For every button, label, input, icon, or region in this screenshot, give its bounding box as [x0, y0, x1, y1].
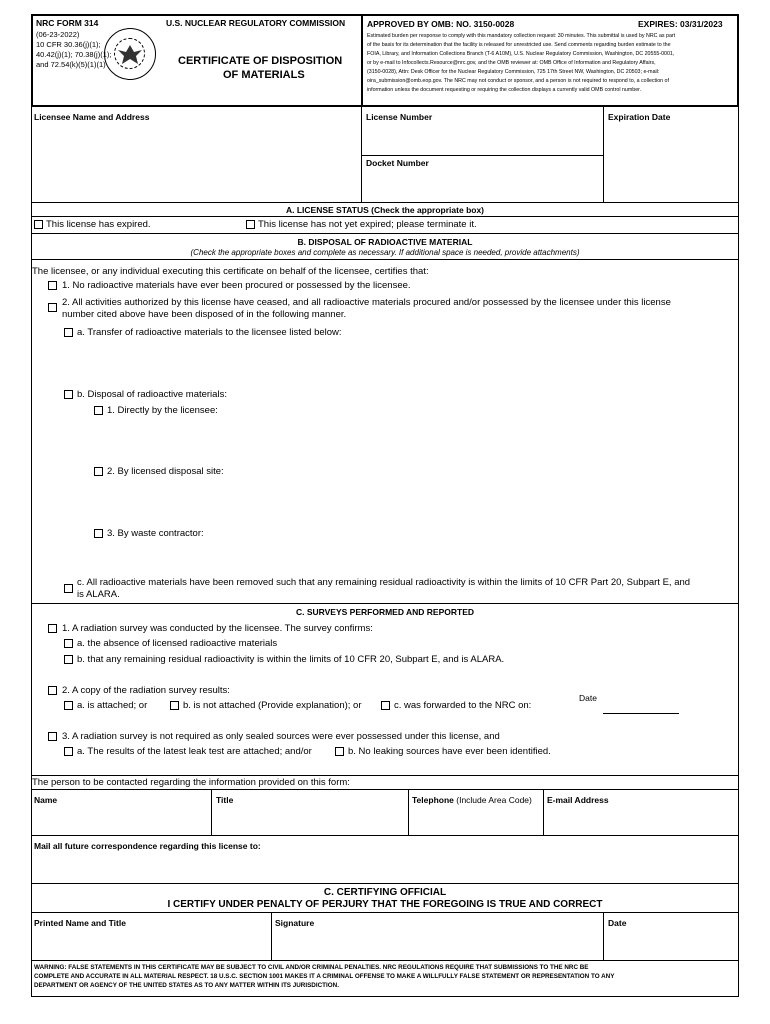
materials-removed-label-cont: is ALARA. [77, 589, 120, 600]
license-expired-label: This license has expired. [46, 219, 151, 230]
activities-ceased-checkbox[interactable] [48, 303, 57, 312]
survey-conducted-label: 1. A radiation survey was conducted by the licensee. The survey confirms: [62, 623, 373, 634]
materials-removed-checkbox[interactable] [64, 584, 73, 593]
transfer-label: a. Transfer of radioactive materials to the licensee listed below: [77, 327, 342, 338]
section-a-title: A. LICENSE STATUS (Check the appropriate box) [285, 205, 485, 215]
certify-date-field[interactable] [605, 930, 737, 958]
disposal-direct-checkbox[interactable] [94, 406, 103, 415]
signature-label: Signature [275, 918, 315, 928]
form-title: OF MATERIALS [223, 69, 305, 81]
cfr-line: 10 CFR 30.36(j)(1); [36, 40, 101, 49]
license-number-label: License Number [366, 112, 433, 122]
agency-name: U.S. NUCLEAR REGULATORY COMMISSION [166, 18, 346, 28]
disposal-direct-label: 1. Directly by the licensee: [107, 405, 218, 416]
survey-copy-label: 2. A copy of the radiation survey results: [62, 685, 230, 696]
certifying-title: C. CERTIFYING OFFICIAL [323, 887, 447, 898]
certification-intro: The licensee, or any individual executing this certificate on behalf of the licensee, certifies that: [32, 266, 429, 277]
contact-name-field[interactable] [33, 807, 209, 833]
form-number: NRC FORM 314 [36, 18, 99, 28]
leak-test-checkbox[interactable] [64, 747, 73, 756]
survey-not-attached-label: b. is not attached (Provide explanation); or [183, 700, 362, 711]
cfr-line: 40.42(j)(1); 70.38(j)(1); [36, 50, 112, 59]
form-title: CERTIFICATE OF DISPOSITION [178, 55, 343, 67]
expiration-date-field[interactable] [605, 124, 737, 200]
expiration-notice: EXPIRES: 03/31/2023 [638, 19, 723, 29]
residual-within-limits-checkbox[interactable] [64, 655, 73, 664]
section-b-subtitle: (Check the appropriate boxes and complete as necessary. If additional space is needed, provide attachments) [190, 248, 580, 257]
survey-forwarded-checkbox[interactable] [381, 701, 390, 710]
certify-date-label: Date [608, 918, 627, 928]
printed-name-field[interactable] [33, 930, 269, 958]
section-c-title: C. SURVEYS PERFORMED AND REPORTED [295, 607, 475, 617]
no-materials-checkbox[interactable] [48, 281, 57, 290]
no-leaking-sources-checkbox[interactable] [335, 747, 344, 756]
disposal-site-label: 2. By licensed disposal site: [107, 466, 224, 477]
survey-not-attached-checkbox[interactable] [170, 701, 179, 710]
telephone-label: Telephone (Include Area Code) [412, 795, 532, 805]
survey-attached-label: a. is attached; or [77, 700, 148, 711]
disposal-label: b. Disposal of radioactive materials: [77, 389, 227, 400]
sealed-sources-label: 3. A radiation survey is not required as only sealed sources were ever possessed under this license, and [62, 731, 500, 742]
materials-removed-label: c. All radioactive materials have been removed such that any remaining residual radioactivity is within the limits of 10 CFR Part 20, Subpart E, and [77, 577, 691, 588]
expiration-date-label: Expiration Date [608, 112, 671, 122]
license-number-field[interactable] [363, 124, 601, 154]
survey-forwarded-label: c. was forwarded to the NRC on: [394, 700, 532, 711]
disposal-site-field[interactable] [107, 480, 727, 524]
mail-correspondence-label: Mail all future correspondence regarding this license to: [34, 841, 261, 851]
license-not-expired-label: This license has not yet expired; please terminate it. [258, 219, 477, 230]
residual-within-limits-label: b. that any remaining residual radioactivity is within the limits of 10 CFR 20, Subpart E, and is ALARA. [77, 654, 505, 665]
section-b-title: B. DISPOSAL OF RADIOACTIVE MATERIAL [297, 237, 473, 247]
printed-name-label: Printed Name and Title [34, 918, 126, 928]
survey-attached-checkbox[interactable] [64, 701, 73, 710]
leak-test-label: a. The results of the latest leak test are attached; and/or [77, 746, 312, 757]
disposal-checkbox[interactable] [64, 390, 73, 399]
cfr-line: and 72.54(k)(5)(1)(1) [36, 60, 106, 69]
survey-copy-checkbox[interactable] [48, 686, 57, 695]
waste-contractor-field[interactable] [107, 542, 727, 574]
activities-ceased-label: 2. All activities authorized by this license have ceased, and all radioactive materials procured and/or possessed by the licensee under this license [62, 297, 671, 308]
telephone-field[interactable] [410, 807, 541, 833]
disposal-site-checkbox[interactable] [94, 467, 103, 476]
license-not-expired-checkbox[interactable] [246, 220, 255, 229]
license-expired-checkbox[interactable] [34, 220, 43, 229]
disposal-direct-field[interactable] [107, 419, 727, 463]
no-materials-label: 1. No radioactive materials have ever been procured or possessed by the licensee. [62, 280, 411, 291]
form-date: (06-23-2022) [36, 30, 80, 39]
sealed-sources-checkbox[interactable] [48, 732, 57, 741]
docket-number-field[interactable] [363, 170, 601, 200]
survey-conducted-checkbox[interactable] [48, 624, 57, 633]
absence-materials-checkbox[interactable] [64, 639, 73, 648]
certify-statement: I CERTIFY UNDER PENALTY OF PERJURY THAT THE FOREGOING IS TRUE AND CORRECT [167, 899, 603, 910]
activities-ceased-label-cont: number cited above have been disposed of in the following manner. [62, 309, 347, 320]
contact-title-field[interactable] [213, 807, 406, 833]
signature-field[interactable] [273, 930, 601, 958]
licensee-name-address-field[interactable] [33, 124, 360, 200]
email-field[interactable] [545, 807, 737, 833]
absence-materials-label: a. the absence of licensed radioactive materials [77, 638, 278, 649]
forwarded-date-label: Date [579, 693, 597, 703]
contact-name-label: Name [34, 795, 58, 805]
forwarded-date-field[interactable] [603, 700, 679, 714]
transfer-details-field[interactable] [77, 341, 727, 385]
docket-number-label: Docket Number [366, 158, 429, 168]
licensee-name-address-label: Licensee Name and Address [34, 112, 150, 122]
no-leaking-sources-label: b. No leaking sources have ever been identified. [348, 746, 551, 757]
contact-intro: The person to be contacted regarding the information provided on this form: [32, 777, 350, 788]
mail-correspondence-field[interactable] [33, 853, 737, 881]
waste-contractor-label: 3. By waste contractor: [107, 528, 204, 539]
waste-contractor-checkbox[interactable] [94, 529, 103, 538]
omb-approval: APPROVED BY OMB: NO. 3150-0028 [367, 19, 515, 29]
email-label: E-mail Address [547, 795, 609, 805]
nrc-seal-icon [104, 28, 156, 80]
transfer-checkbox[interactable] [64, 328, 73, 337]
contact-title-label: Title [216, 795, 234, 805]
